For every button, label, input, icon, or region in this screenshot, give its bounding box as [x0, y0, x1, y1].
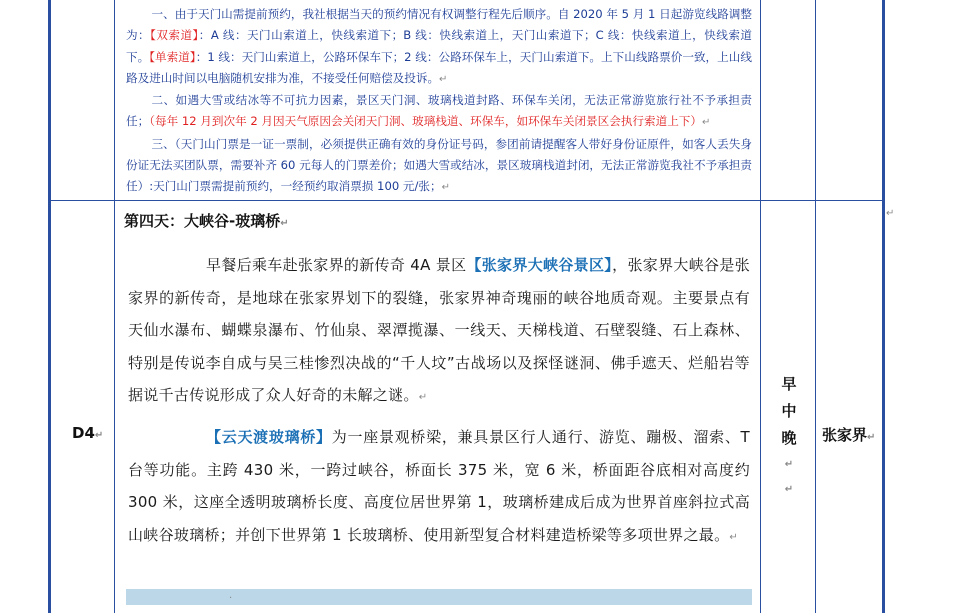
paragraph-mark: ↵ — [784, 484, 794, 495]
meal-breakfast — [778, 371, 800, 398]
table-row-divider — [48, 200, 885, 201]
note-1-double-cableway: 【双索道】 — [150, 28, 199, 43]
note-2-text: 二、如遇大雪或结冰等不可抗力因素，景区天门洞、玻璃栈道封路、环保车关闭，无法正常游览旅行社不予承担责任； — [126, 93, 752, 129]
note-2-red-text: （每年 12 月到次年 2 月因天气原因会关闭天门洞、玻璃栈道、环保车，如环保车关闭景区会执行索道上下） — [149, 114, 702, 129]
canyon-description: ，张家界大峡谷是张家界的新传奇，是地球在张家界划下的裂缝，张家界神奇瑰丽的峡谷地质奇观。主要景点有天仙水瀑布、蝴蝶泉瀑布、竹仙泉、翠潭揽瀑、一线天、天梯栈道、石壁裂缝、石上森林、特别是传说李自成与吴三桂惨烈决战的“千人坟”古战场以及探怪谜洞、佛手遮天、烂船岩等据说千古传说形成了众人好奇的未解之谜。 — [128, 256, 750, 404]
paragraph-mark: ↵ — [94, 430, 104, 441]
meal-lunch-text: 中 — [781, 402, 797, 420]
hotel-text: 张家界 — [822, 426, 868, 444]
glass-bridge-highlight: 【云天渡玻璃桥】 — [206, 428, 332, 446]
glass-bridge-description: 为一座景观桥梁，兼具景区行人通行、游览、蹦极、溜索、T 台等功能。主跨 430 米，一跨过峡谷，桥面长 375 米，宽 6 米，桥面距谷底相对高度约 300 米，这座全透明玻璃桥长度、高度位居世界第 1，玻璃桥建成后成为世界首座斜拉式高山峡谷玻璃桥；并创下世界第 1 长玻璃桥、使用新型复合材料建造桥梁等多项世界之最。 — [128, 428, 751, 544]
notes-cell — [126, 4, 752, 199]
bar-dot-mark: . — [229, 590, 233, 601]
table-col-divider-content-right — [760, 0, 761, 613]
day-number — [72, 424, 103, 442]
day-title-text: 第四天：大峡谷-玻璃桥 — [124, 212, 281, 230]
table-border-right — [882, 0, 885, 613]
shaded-paragraph-bar — [126, 589, 752, 605]
paragraph-mark: ↵ — [867, 432, 876, 443]
paragraph-mark: ↵ — [280, 218, 289, 229]
row-end-mark: ↵ — [886, 208, 895, 219]
paragraph-mark: ↵ — [439, 73, 448, 85]
paragraph-mark: ↵ — [702, 117, 711, 129]
note-1 — [126, 4, 752, 90]
note-1-text-a: 一、由于天门山需提前预约，我社根据当天的预约情况有权调整行程先后顺序。自 2020 年 5 月 1 日起游览线路调整为： — [126, 7, 752, 43]
note-1-single-cableway: 【单索道】 — [149, 49, 196, 64]
canyon-scenic-area-highlight: 【张家界大峡谷景区】 — [466, 256, 613, 274]
paragraph-mark: ↵ — [729, 531, 739, 543]
day-title — [124, 210, 289, 231]
glass-bridge-paragraph — [128, 421, 750, 554]
table-col-divider-content-left — [114, 0, 115, 613]
meal-lunch — [778, 398, 800, 425]
note-1-text-b: ：A 线：天门山索道上，快线索道下；B 线：快线索道上，天门山索道下；C 线：快线索道上，快线索道下。 — [126, 28, 752, 64]
note-3-text: 三、（天门山门票是一证一票制，必须提供正确有效的身份证号码，参团前请提醒客人带好身份证原件，如客人丢失身份证无法买团队票，需要补齐 60 元每人的门票差价；如遇大雪或结冰，景区玻璃栈道封闭，无法正常游览我社不予承担责任）:天门山门票需提前预约，一经预约取消票损 100 元/张； — [126, 136, 752, 194]
meal-breakfast-text: 早 — [781, 375, 797, 393]
paragraph-mark: ↵ — [784, 459, 794, 470]
hotel-cell — [822, 424, 875, 445]
meal-dinner-text: 晚 — [781, 429, 797, 447]
note-2 — [126, 90, 752, 134]
paragraph-mark: ↵ — [418, 392, 428, 403]
table-col-divider-meal-right — [815, 0, 816, 613]
canyon-paragraph — [128, 249, 750, 415]
table-border-left — [48, 0, 51, 613]
note-1-text-c: ：1 线：天门山索道上，公路环保车下；2 线：公路环保车上，天门山索道下。上下山线路票价一致，上山线路及进山时间以电脑随机安排为准，不接受任何赔偿及投诉。 — [126, 49, 752, 85]
meal-dinner — [778, 425, 800, 452]
meals-cell — [778, 371, 800, 502]
canyon-lead-text: 早餐后乘车赴张家界的新传奇 4A 景区 — [206, 256, 467, 274]
day-number-text: D4 — [72, 424, 95, 442]
note-3 — [126, 134, 752, 199]
paragraph-mark: ↵ — [441, 182, 450, 194]
